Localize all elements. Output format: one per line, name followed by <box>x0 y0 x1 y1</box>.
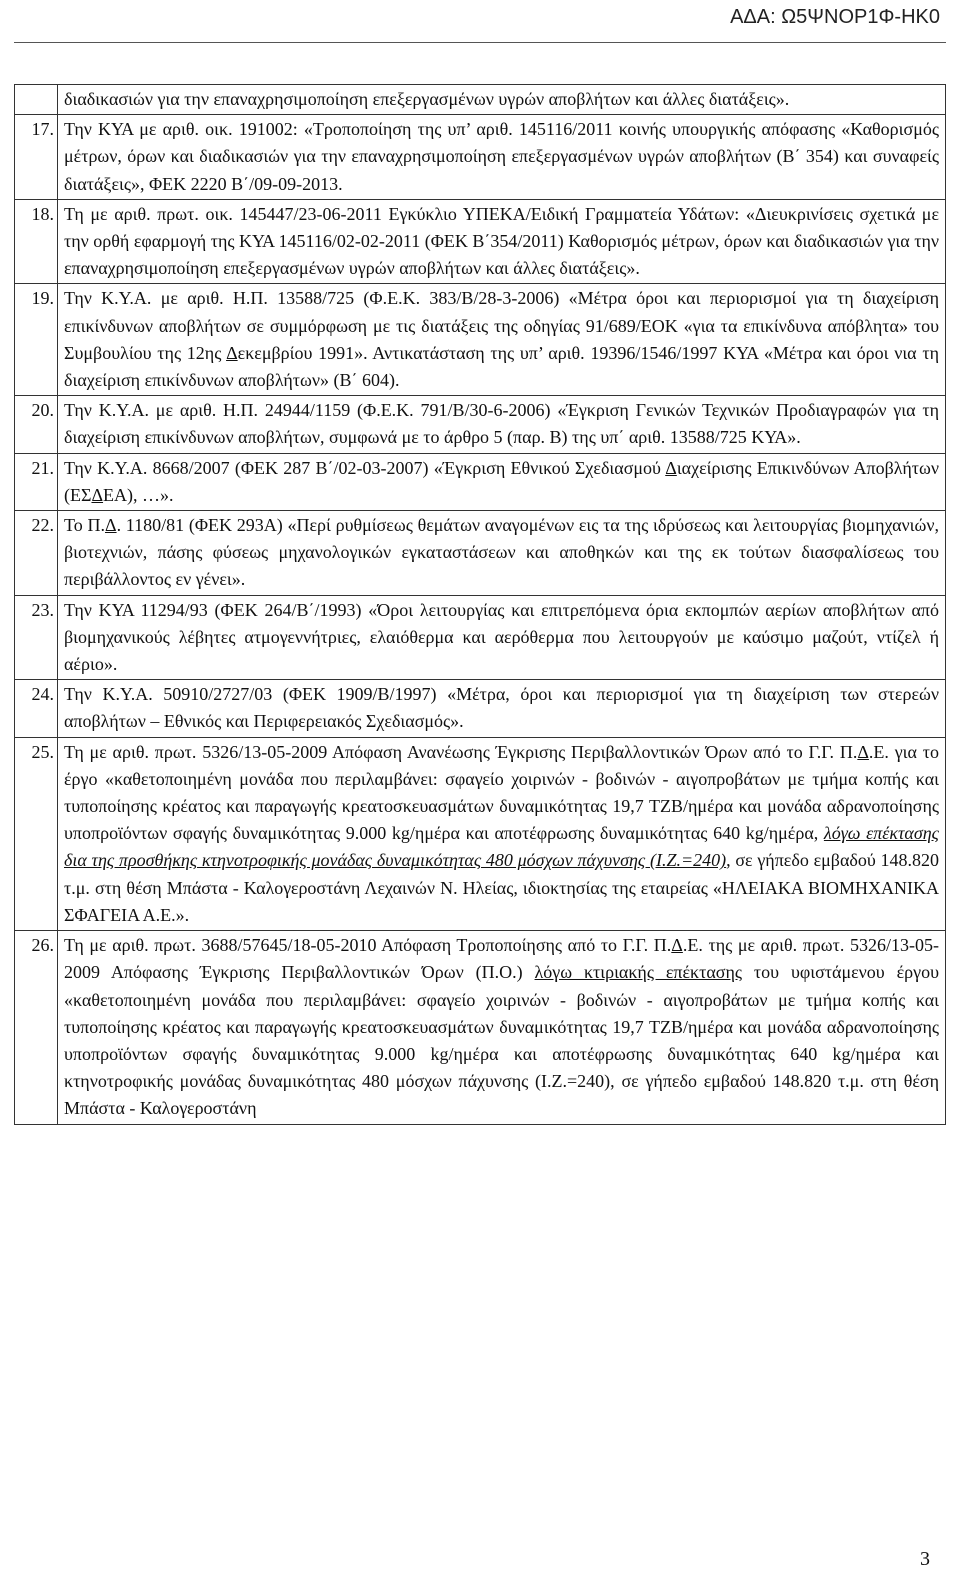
emphasized-text: Δ <box>91 484 104 505</box>
emphasized-text: Δ <box>665 457 677 478</box>
reference-number: 25. <box>15 737 58 930</box>
text-segment: Τη με αριθ. πρωτ. 5326/13-05-2009 Απόφαση Ανανέωσης Έγκρισης Περιβαλλοντικών Όρων από το Γ.Γ. Π. <box>64 741 858 762</box>
reference-row <box>15 680 946 737</box>
reference-text <box>58 284 946 396</box>
reference-text <box>58 511 946 596</box>
reference-number <box>15 85 58 115</box>
text-segment: .Ε. για το έργο «καθετοποιημένη μονάδα που περιλαμβάνει: σφαγείο χοιρινών - βοδινών - αιγοπροβάτων με τμήμα κοπής και τυποποίησης κρέατος και παραγωγής κρεατοσκευασμάτων δυναμικότητας 19,7 ΤΖΒ/ημέρα και μονάδα αδρανοποίησης υποπροϊόντων σφαγής δυναμικότητας 9.000 kg/ημέρα και αποτέφρωσης δυναμικότητας 640 kg/ημέρα, <box>64 741 939 844</box>
text-segment: ΕΑ), …». <box>103 484 174 505</box>
text-segment: ιαχείρισης Επικινδύνων Αποβλήτων (ΕΣ <box>64 457 939 505</box>
text-segment: Την ΚΥΑ με αριθ. οικ. 191002: «Τροποποίηση της υπ’ αριθ. 145116/2011 κοινής υπουργικής απόφασης «Καθορισμός μέτρων, όρων και διαδικασιών για την επαναχρησιμοποίηση επεξεργασμένων υγρών αποβλήτων (Β΄ 354) και συναφείς διατάξεις», ΦΕΚ 2220 Β΄/09-09-2013. <box>64 119 939 194</box>
reference-number: 26. <box>15 931 58 1124</box>
emphasized-text: Δ <box>226 342 238 363</box>
reference-number: 23. <box>15 595 58 680</box>
emphasized-text: λόγω κτιριακής επέκτασης <box>534 962 743 983</box>
reference-text <box>58 680 946 737</box>
reference-text <box>58 737 946 930</box>
reference-row <box>15 199 946 284</box>
text-segment: εκεμβρίου 1991». Αντικατάσταση της υπ’ αριθ. 19396/1546/1997 ΚΥΑ «Μέτρα και όροι νια τη διαχείριση επικίνδυνων αποβλήτων» (Β΄ 604). <box>64 342 939 391</box>
document-code: ΑΔΑ: Ω5ΨΝΟΡ1Φ-ΗΚ0 <box>730 6 940 28</box>
reference-row <box>15 595 946 680</box>
reference-text <box>58 85 946 115</box>
emphasized-text: Δ <box>671 935 683 956</box>
text-segment: Την Κ.Υ.Α. 8668/2007 (ΦΕΚ 287 Β΄/02-03-2007) «Έγκριση Εθνικού Σχεδιασμού <box>64 457 666 478</box>
reference-number: 17. <box>15 115 58 200</box>
reference-number: 21. <box>15 453 58 510</box>
text-segment: διαδικασιών για την επαναχρησιμοποίηση επεξεργασμένων υγρών αποβλήτων και άλλες διατάξεις». <box>64 89 790 109</box>
text-segment: .Ε. της με αριθ. πρωτ. 5326/13-05-2009 Απόφασης Έγκρισης Περιβαλλοντικών Όρων (Π.Ο.) <box>64 935 939 983</box>
text-segment: Τη με αριθ. πρωτ. 3688/57645/18-05-2010 Απόφαση Τροποποίησης από το Γ.Γ. Π. <box>64 935 672 956</box>
text-segment: Την Κ.Υ.Α. με αριθ. Η.Π. 24944/1159 (Φ.Ε.Κ. 791/Β/30-6-2006) «Έγκριση Γενικών Τεχνικών Προδιαγραφών για τη διαχείριση επικίνδυνων αποβλήτων, συμφωνά με το άρθρο 5 (παρ. Β) της υπ΄ αριθ. 13588/725 ΚΥΑ». <box>64 400 939 448</box>
references-table <box>14 84 946 1125</box>
reference-row <box>15 453 946 510</box>
reference-text <box>58 453 946 510</box>
emphasized-text: λόγω επέκτασης δια της προσθήκης κτηνοτροφικής μονάδας δυναμικότητας 480 μόσχων πάχυνσης (Ι.Ζ.=240) <box>64 823 939 871</box>
text-segment: . 1180/81 (ΦΕΚ 293Α) «Περί ρυθμίσεως θεμάτων αναγομένων εις τα της ιδρύσεως και λειτουργίας βιομηχανιών, βιοτεχνιών, πάσης φύσεως μηχανολογικών εγκαταστάσεων και αποθηκών και της εκ τούτων διασφαλίσεως του περιβάλλοντος εν γένει». <box>64 515 939 590</box>
reference-text <box>58 396 946 453</box>
reference-row <box>15 931 946 1124</box>
reference-number: 24. <box>15 680 58 737</box>
reference-number: 20. <box>15 396 58 453</box>
reference-number: 19. <box>15 284 58 396</box>
reference-row <box>15 511 946 596</box>
reference-text <box>58 115 946 200</box>
page-number: 3 <box>920 1548 930 1570</box>
text-segment: Την Κ.Υ.Α. με αριθ. Η.Π. 13588/725 (Φ.Ε.Κ. 383/Β/28-3-2006) «Μέτρα όροι και περιορισμοί για τη διαχείριση επικίνδυνων αποβλήτων σε συμμόρφωση με τις διατάξεις της οδηγίας 91/689/ΕΟΚ «για τα επικίνδυνα απόβλητα» του Συμβουλίου της 12ης <box>64 288 939 363</box>
text-segment: , σε γήπεδο εμβαδού 148.820 τ.μ. στη θέση Μπάστα - Καλογεροστάνη Λεχαινών Ν. Ηλείας, ιδιοκτησίας της εταιρείας «ΗΛΕΙΑΚΑ ΒΙΟΜΗΧΑΝΙΚΑ ΣΦΑΓΕΙΑ Α.Ε.». <box>64 850 940 925</box>
text-segment: του υφιστάμενου έργου «καθετοποιημένη μονάδα που περιλαμβάνει: σφαγείο χοιρινών - βοδινών - αιγοπροβάτων με τμήμα κοπής και τυποποίησης κρέατος και παραγωγής κρεατοσκευασμάτων δυναμικότητας 19,7 ΤΖΒ/ημέρα και μονάδα αδρανοποίησης υποπροϊόντων σφαγής δυναμικότητας 9.000 kg/ημέρα και αποτέφρωσης δυναμικότητας 640 kg/ημέρα και κτηνοτροφικής μονάδας δυναμικότητας 480 μόσχων πάχυνσης (Ι.Ζ.=240), σε γήπεδο εμβαδού 148.820 τ.μ. στη θέση Μπάστα - Καλογεροστάνη <box>64 962 940 1119</box>
text-segment: Τη με αριθ. πρωτ. οικ. 145447/23-06-2011 Εγκύκλιο ΥΠΕΚΑ/Ειδική Γραμματεία Υδάτων: «Διευκρινίσεις σχετικά με την ορθή εφαρμογή της ΚΥΑ 145116/02-02-2011 (ΦΕΚ Β΄354/2011) Καθορισμός μέτρων, όρων και διαδικασιών για την επαναχρησιμοποίηση επεξεργασμένων υγρών αποβλήτων και άλλες διατάξεις». <box>64 203 939 279</box>
text-segment: Το Π. <box>64 515 105 536</box>
emphasized-text: Δ <box>857 741 869 762</box>
emphasized-text: Δ <box>105 515 117 536</box>
top-rule <box>14 42 946 43</box>
reference-number: 18. <box>15 199 58 284</box>
reference-row <box>15 396 946 453</box>
reference-row <box>15 284 946 396</box>
text-segment: Την ΚΥΑ 11294/93 (ΦΕΚ 264/Β΄/1993) «Όροι λειτουργίας και επιτρεπόμενα όρια εκπομπών αερίων αποβλήτων από βιομηχανικούς λέβητες ατμογεννήτριες, ελαιόθερμα και αερόθερμα που λειτουργούν με καύσιμο μαζούτ, ντίζελ ή αέριο». <box>64 599 939 675</box>
reference-text <box>58 595 946 680</box>
reference-row <box>15 115 946 200</box>
reference-text <box>58 199 946 284</box>
reference-row <box>15 737 946 930</box>
text-segment: Την Κ.Υ.Α. 50910/2727/03 (ΦΕΚ 1909/Β/1997) «Μέτρα, όροι και περιορισμοί για τη διαχείριση των στερεών αποβλήτων – Εθνικός και Περιφερειακός Σχεδιασμός». <box>64 684 939 732</box>
reference-text <box>58 931 946 1124</box>
reference-row <box>15 85 946 115</box>
reference-number: 22. <box>15 511 58 596</box>
